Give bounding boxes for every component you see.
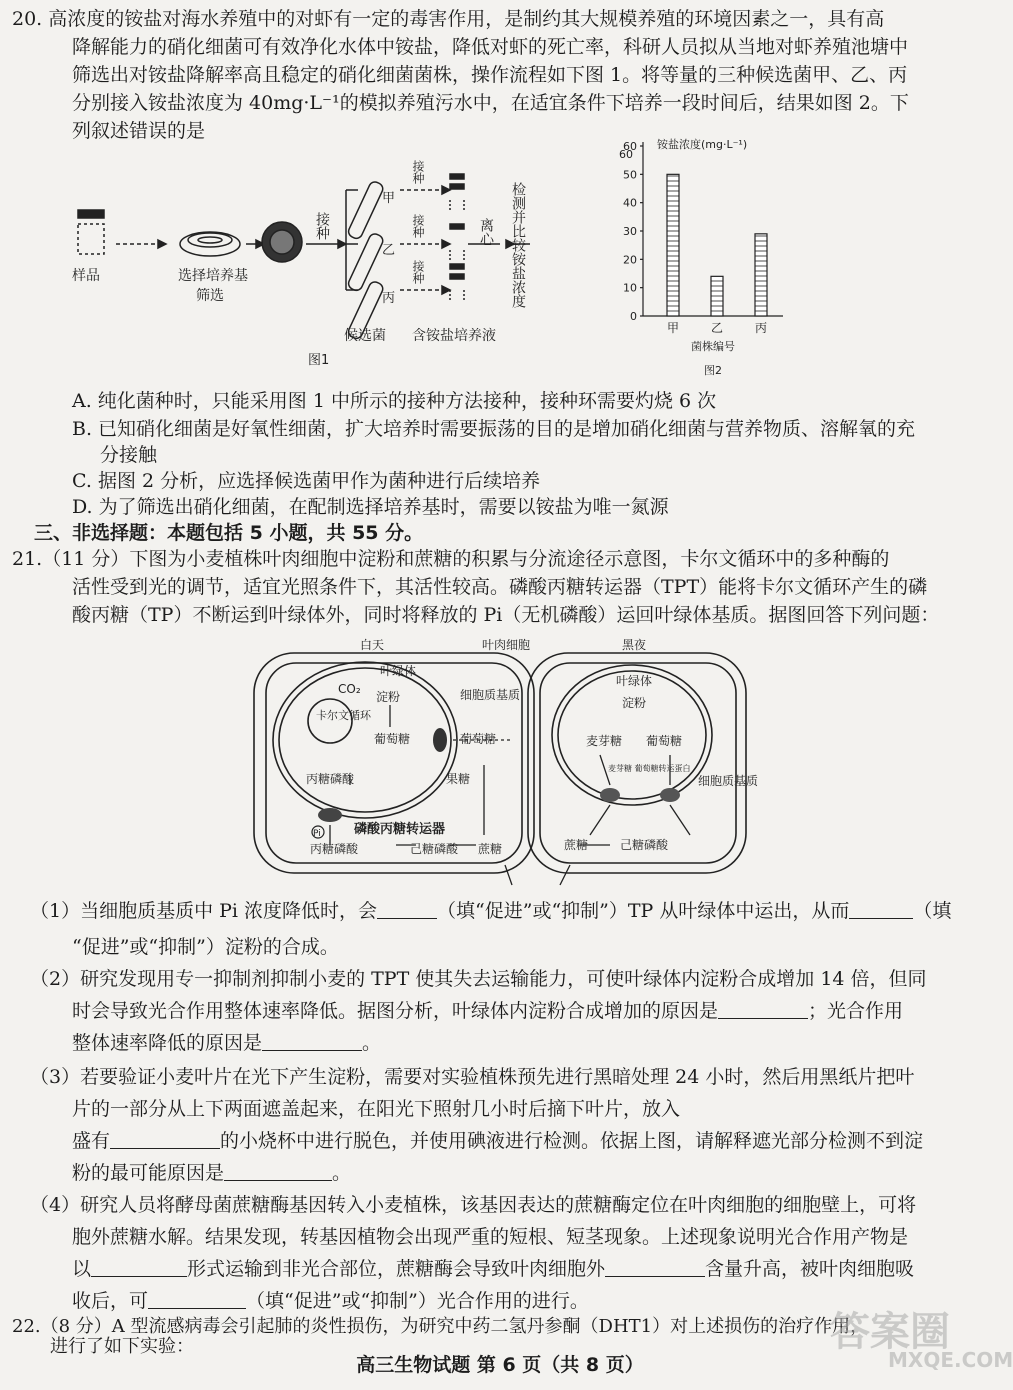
diagram-chloroplast-right: 叶绿体 xyxy=(616,674,653,688)
answer-blank-5[interactable] xyxy=(110,1128,220,1149)
diagram-hexose-right: 己糖磷酸 xyxy=(620,838,669,852)
chart-y-max-label: 60 xyxy=(619,148,633,161)
fig1-inoc-3: 接种 xyxy=(411,260,425,284)
q21-1-cont: “促进”或“抑制”）淀粉的合成。 xyxy=(72,936,339,958)
answer-blank-4[interactable] xyxy=(262,1030,362,1051)
q20-option-b-cont: 分接触 xyxy=(100,444,158,466)
chart-x-tick-label: 甲 xyxy=(666,321,680,335)
q20-line-5: 列叙述错误的是 xyxy=(72,120,206,142)
fig1-inoc-1: 接种 xyxy=(411,160,425,184)
q20-line-1: 20. 高浓度的铵盐对海水养殖中的对虾有一定的毒害作用，是制约其大规模养殖的环境因素之一，具有高 xyxy=(12,8,885,30)
diagram-starch-left: 淀粉 xyxy=(376,690,401,704)
q21-intro-3: 酸丙糖（TP）不断运到叶绿体外，同时将释放的 Pi（无机磷酸）运回叶绿体基质。据图回答下列问题： xyxy=(72,604,940,626)
diagram-chain-2: 己糖磷酸 xyxy=(410,842,459,856)
diagram-night-label: 黑夜 xyxy=(622,638,647,652)
chart-bar xyxy=(667,174,679,316)
chart-title: 铵盐浓度(mg·L⁻¹) xyxy=(657,138,748,151)
q21-intro-2: 活性受到光的调节，适宜光照条件下，其活性较高。磷酸丙糖转运器（TPT）能将卡尔文循环产生的磷 xyxy=(72,576,928,598)
figure-mesophyll-cells xyxy=(250,635,759,895)
diagram-co2: CO₂ xyxy=(338,682,361,696)
watermark-url: MXQE.COM xyxy=(888,1348,1013,1372)
fig1-sample-label: 样品 xyxy=(72,268,100,284)
q21-4: （4）研究人员将酵母菌蔗糖酶基因转入小麦植株，该基因表达的蔗糖酶定位在叶肉细胞的细胞壁上，可将 xyxy=(30,1194,917,1216)
chart-y-tick-label: 30 xyxy=(623,225,637,238)
diagram-tpt: 磷酸丙糖转运器 xyxy=(354,822,446,837)
fig1-tube-label-a: 甲 xyxy=(382,191,396,206)
answer-blank-2[interactable] xyxy=(849,898,913,919)
diagram-glucose-night: 葡萄糖 xyxy=(646,734,683,748)
diagram-fructose: 果糖 xyxy=(446,772,471,786)
q21-3-cont-3: 粉的最可能原因是 。 xyxy=(72,1162,352,1184)
chart-x-label: 菌株编号 xyxy=(691,340,735,353)
diagram-calvin: 卡尔文循环 xyxy=(316,709,371,722)
chart-caption: 图2 xyxy=(704,364,722,377)
diagram-sucrose-right: 蔗糖 xyxy=(564,838,589,852)
fig1-tube-label-c: 丙 xyxy=(382,291,396,306)
diagram-triose-left: 丙糖磷酸 xyxy=(306,772,355,786)
diagram-cytosol-left: 细胞质基质 xyxy=(460,688,521,702)
chart-x-tick-label: 乙 xyxy=(710,321,724,335)
chart-y-tick-label: 50 xyxy=(623,168,637,182)
answer-blank-7[interactable] xyxy=(91,1256,187,1277)
figure-1 xyxy=(60,140,600,370)
fig1-strain-label: 候选菌 xyxy=(344,328,386,344)
q21-3-cont: 片的一部分从上下两面遮盖起来，在阳光下照射几小时后摘下叶片，放入 xyxy=(72,1098,681,1120)
fig1-detect-label: 检测并比较铵盐浓度 xyxy=(510,182,526,308)
q21-3: （3）若要验证小麦叶片在光下产生淀粉，需要对实验植株预先进行黑暗处理 24 小时，然后用黑纸片把叶 xyxy=(30,1066,915,1088)
q20-option-b: B. 已知硝化细菌是好氧性细菌，扩大培养时需要振荡的目的是增加硝化细菌与营养物质、溶解氧的充 xyxy=(72,418,916,440)
diagram-glucose-right: 葡萄糖 xyxy=(460,732,497,746)
q20-line-2: 降解能力的硝化细菌可有效净化水体中铵盐，降低对虾的死亡率，科研人员拟从当地对虾养殖池塘中 xyxy=(72,36,909,58)
q21-3-cont-2: 盛有 的小烧杯中进行脱色，并使用碘液进行检测。依据上图，请解释遮光部分检测不到淀 xyxy=(72,1130,924,1152)
q20-line-4: 分别接入铵盐浓度为 40mg·L⁻¹的模拟养殖污水中，在适宜条件下培养一段时间后，结果如图 2。下 xyxy=(72,92,909,114)
page-footer: 高三生物试题 第 6 页（共 8 页） xyxy=(356,1354,644,1376)
fig1-caption: 图1 xyxy=(308,353,330,368)
fig1-inoculate-label: 接种 xyxy=(314,212,330,240)
answer-blank-9[interactable] xyxy=(148,1288,246,1309)
q21-2: （2）研究发现用专一抑制剂抑制小麦的 TPT 使其失去运输能力，可使叶绿体内淀粉合成增加 14 倍，但同 xyxy=(30,968,927,990)
diagram-chain-3: 蔗糖 xyxy=(478,842,503,856)
q21-1: （1）当细胞质基质中 Pi 浓度降低时，会 （填“促进”或“抑制”）TP 从叶绿体中运出，从而 （填 xyxy=(30,900,952,922)
chart-y-tick-label: 40 xyxy=(623,196,637,210)
q20-option-a: A. 纯化菌种时，只能采用图 1 中所示的接种方法接种，接种环需要灼烧 6 次 xyxy=(72,390,717,412)
section-3-heading: 三、非选择题：本题包括 5 小题，共 55 分。 xyxy=(34,522,424,544)
q20-line-3: 筛选出对铵盐降解率高且稳定的硝化细菌菌株，操作流程如下图 1。将等量的三种候选菌甲、乙、丙 xyxy=(72,64,908,86)
fig1-tube-label-b: 乙 xyxy=(382,243,396,258)
chart-y-tick-label: 60 xyxy=(623,140,637,153)
diagram-day-label: 白天 xyxy=(360,638,385,652)
diagram-cytosol-right: 细胞质基质 xyxy=(698,774,759,788)
fig1-medium-label: 含铵盐培养液 xyxy=(412,328,496,344)
chart-y-tick-label: 20 xyxy=(623,253,637,267)
chart-y-zero-label: 0 xyxy=(630,310,637,323)
q21-2-cont: 时会导致光合作用整体速率降低。据图分析，叶绿体内淀粉合成增加的原因是 ；光合作用 xyxy=(72,1000,904,1022)
q21-4-cont-2: 以 形式运输到非光合部位，蔗糖酶会导致叶肉细胞外 含量升高，被叶肉细胞吸 xyxy=(72,1258,915,1280)
fig1-plate-label-2: 筛选 xyxy=(196,288,224,304)
q21-intro-1: 21.（11 分）下图为小麦植株叶肉细胞中淀粉和蔗糖的积累与分流途径示意图，卡尔文循环中的多种酶的 xyxy=(12,548,890,570)
diagram-chloroplast-left: 叶绿体 xyxy=(380,664,417,678)
diagram-pi: Pi xyxy=(313,829,321,839)
answer-blank-6[interactable] xyxy=(224,1160,332,1181)
diagram-chain-1: 丙糖磷酸 xyxy=(310,842,359,856)
q22-intro-2: 进行了如下实验： xyxy=(50,1336,194,1357)
diagram-transporter: 麦芽糖 葡萄糖转运蛋白 xyxy=(608,764,691,773)
answer-blank-1[interactable] xyxy=(377,898,437,919)
answer-blank-3[interactable] xyxy=(718,998,808,1019)
fig1-plate-label: 选择培养基 xyxy=(178,268,248,284)
chart-x-tick-label: 丙 xyxy=(754,321,768,335)
fig1-inoc-2: 接种 xyxy=(411,214,425,238)
chart-y-tick-label: 10 xyxy=(623,281,637,295)
watermark-logo: 答案圈 xyxy=(830,1309,950,1355)
q21-4-cont: 胞外蔗糖水解。结果发现，转基因植物会出现严重的短根、短茎现象。上述现象说明光合作用产物是 xyxy=(72,1226,909,1248)
q21-4-cont-3: 收后，可 （填“促进”或“抑制”）光合作用的进行。 xyxy=(72,1290,589,1312)
q22-intro-1: 22.（8 分）A 型流感病毒会引起肺的炎性损伤，为研究中药二氢丹参酮（DHT1）对上述损伤的治疗作用， xyxy=(12,1316,869,1337)
q20-option-c: C. 据图 2 分析，应选择候选菌甲作为菌种进行后续培养 xyxy=(72,470,541,492)
fig1-centrifuge-label: 离心 xyxy=(478,218,494,246)
diagram-starch-right: 淀粉 xyxy=(622,696,647,710)
answer-blank-8[interactable] xyxy=(605,1256,705,1277)
diagram-maltose: 麦芽糖 xyxy=(586,734,623,748)
figure-2-bar-chart xyxy=(615,136,795,381)
diagram-glucose-left: 葡萄糖 xyxy=(374,732,411,746)
q20-option-d: D. 为了筛选出硝化细菌，在配制选择培养基时，需要以铵盐为唯一氮源 xyxy=(72,496,669,518)
q21-2-cont-2: 整体速率降低的原因是 。 xyxy=(72,1032,382,1054)
diagram-mesophyll-label: 叶肉细胞 xyxy=(482,638,531,652)
